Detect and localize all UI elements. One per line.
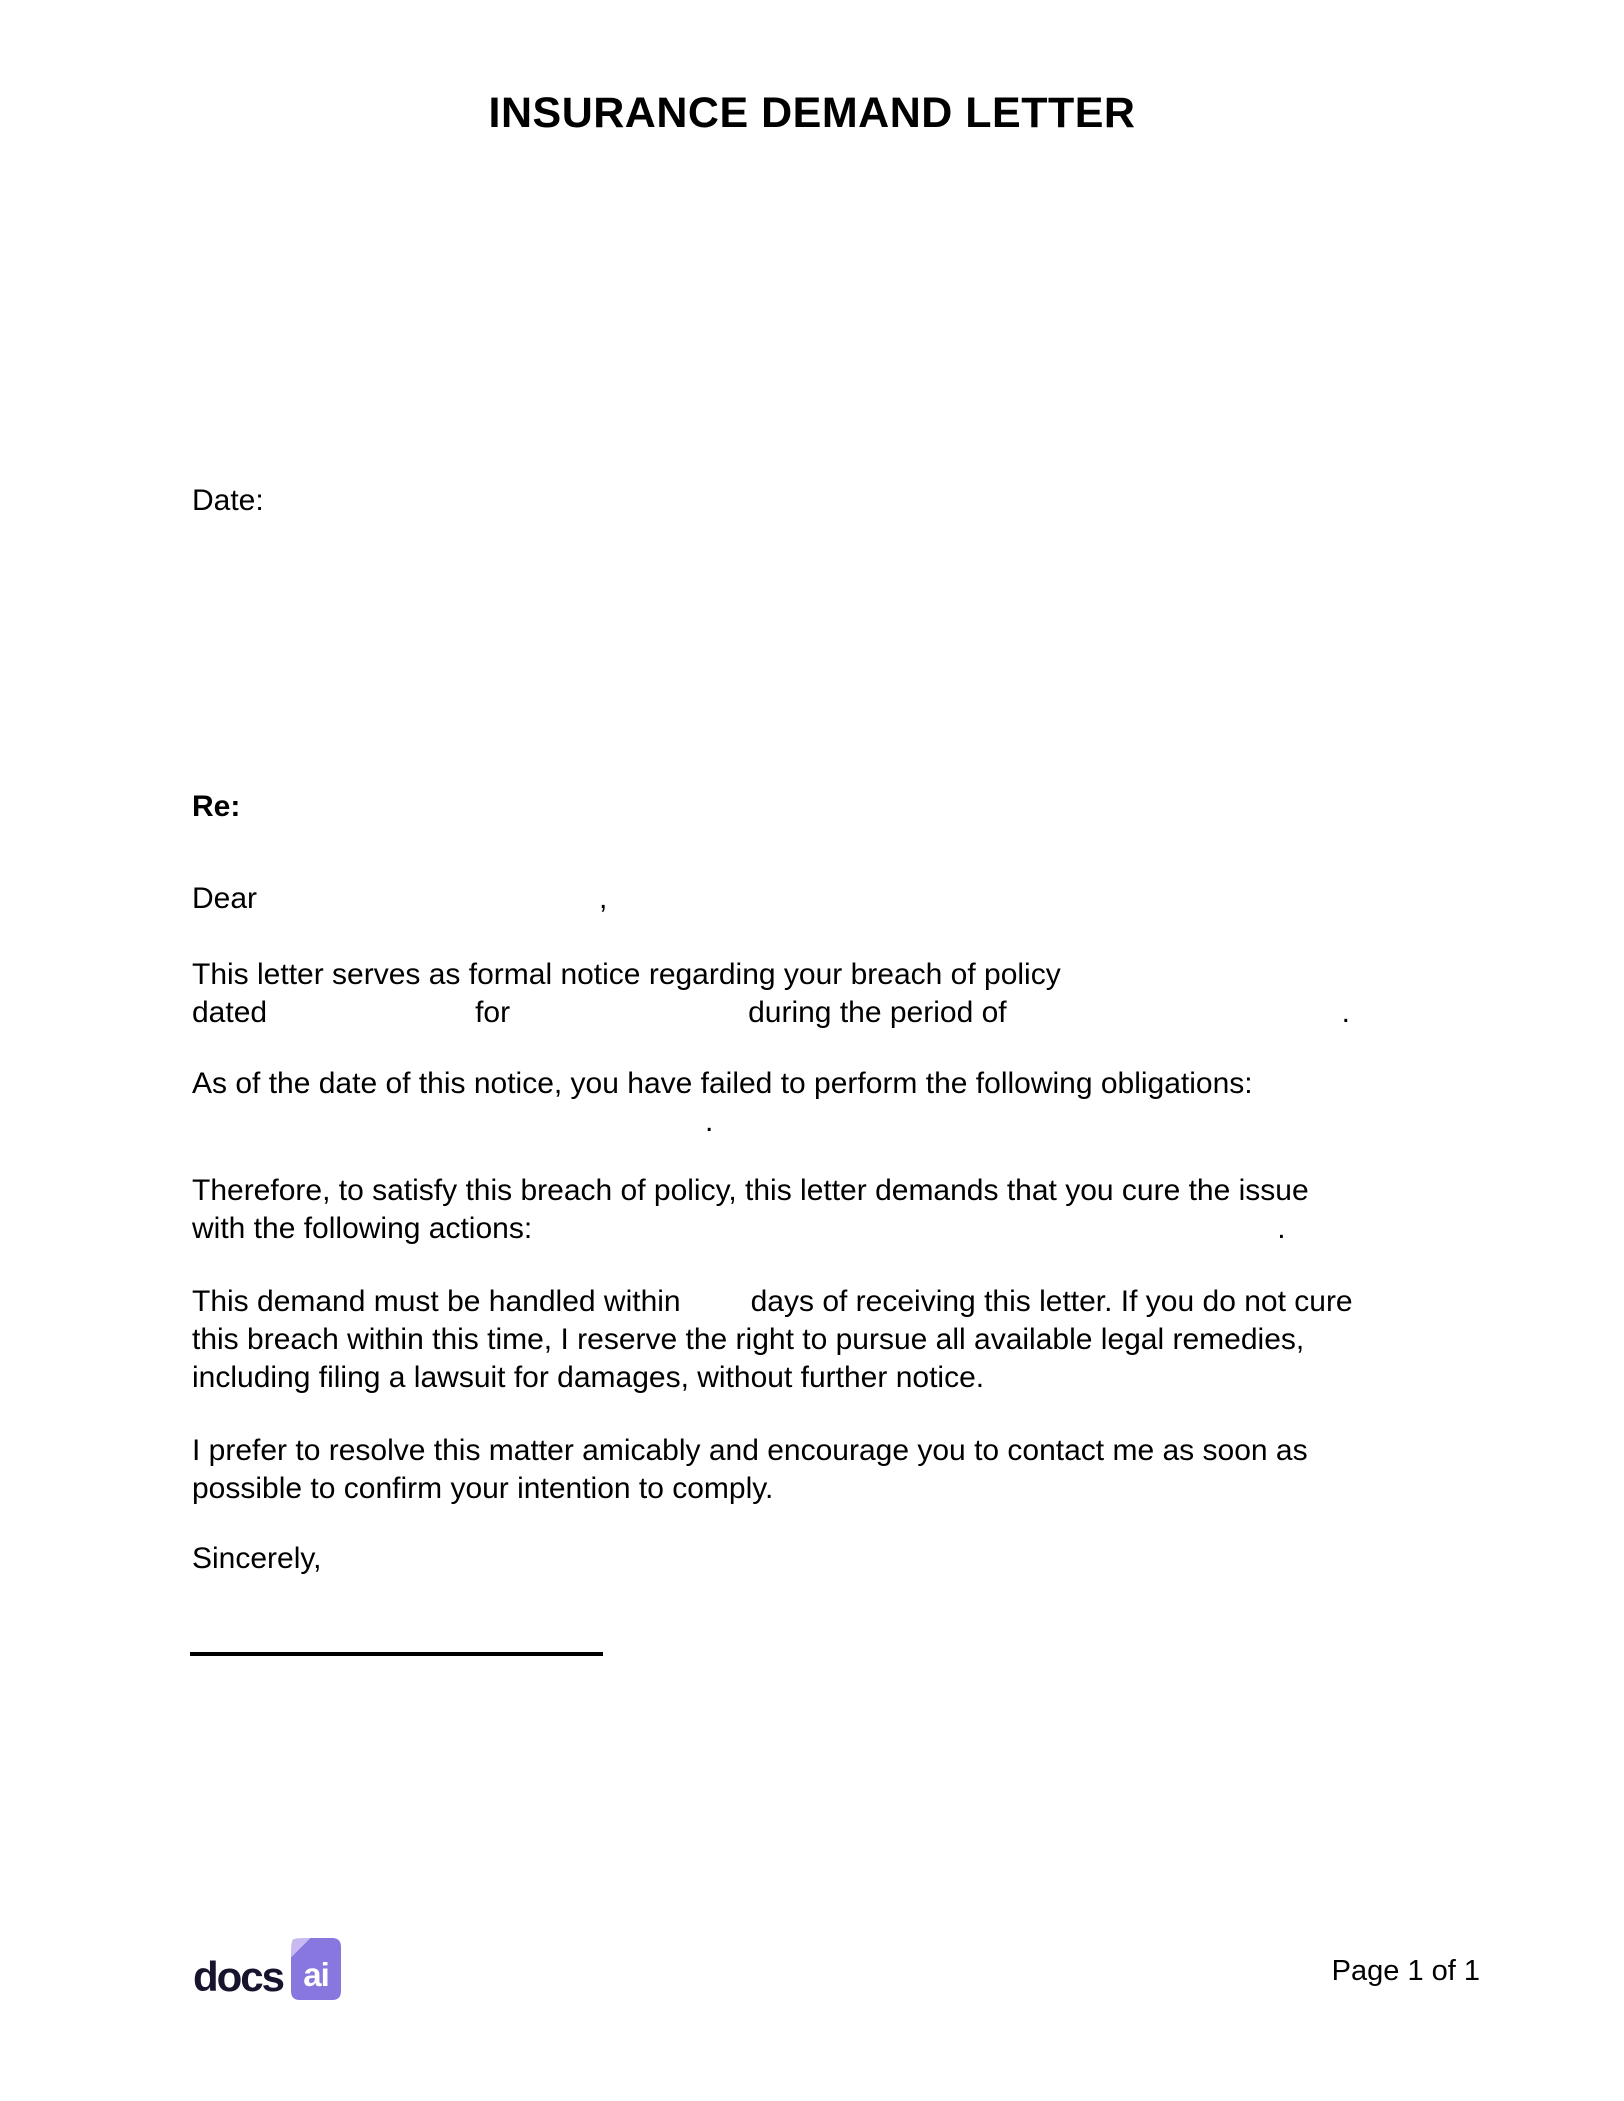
paragraph-line — [192, 1432, 1308, 1470]
obligations-text: As of the date of this notice, you have failed to perform the following obligations: — [192, 1067, 1253, 1100]
date-label: Date: — [192, 484, 264, 517]
blank-recipient-name — [257, 907, 599, 908]
blank-cure-actions — [532, 1237, 1277, 1238]
date-line — [192, 482, 264, 520]
resolution-text-line1: I prefer to resolve this matter amicably and encourage you to contact me as soon as — [192, 1434, 1308, 1467]
sentence-period: . — [1341, 996, 1350, 1029]
salutation-line — [192, 880, 607, 918]
paragraph-breach-notice — [192, 956, 1350, 1032]
paragraph-line — [192, 1359, 1353, 1397]
closing-line — [192, 1540, 322, 1578]
deadline-text-line2: this breach within this time, I reserve the right to pursue all available legal remedies, — [192, 1323, 1305, 1356]
demand-text-line1: Therefore, to satisfy this breach of policy, this letter demands that you cure the issue — [192, 1174, 1309, 1207]
blank-policy-period — [1007, 1021, 1342, 1022]
dated-word: dated — [192, 996, 268, 1029]
blank-days-count — [681, 1310, 751, 1311]
during-phrase: during the period of — [748, 996, 1007, 1029]
for-word: for — [475, 996, 511, 1029]
breach-notice-text: This letter serves as formal notice regarding your breach of policy — [192, 958, 1061, 991]
document-fold-icon — [291, 1938, 341, 2000]
paragraph-line — [192, 1065, 1253, 1103]
blank-obligations — [192, 1130, 705, 1131]
resolution-text-line2: possible to confirm your intention to comply. — [192, 1472, 774, 1505]
signature-line — [190, 1652, 603, 1656]
logo-ai-text: ai — [303, 1956, 329, 1993]
paragraph-amicable-resolution — [192, 1432, 1308, 1508]
page-indicator: Page 1 of 1 — [1331, 1955, 1480, 1987]
paragraph-demanded-actions — [192, 1172, 1309, 1248]
blank-policy-description — [510, 1021, 748, 1022]
docs-ai-logo — [193, 1938, 341, 2000]
paragraph-failed-obligations — [192, 1065, 1253, 1141]
page-title: INSURANCE DEMAND LETTER — [488, 89, 1136, 137]
paragraph-line — [192, 1172, 1309, 1210]
paragraph-line — [192, 1321, 1353, 1359]
re-line — [192, 788, 240, 826]
salutation-prefix: Dear — [192, 882, 258, 915]
sentence-period: . — [705, 1105, 714, 1138]
paragraph-line — [192, 1283, 1353, 1321]
paragraph-line — [192, 1470, 1308, 1508]
paragraph-line — [192, 1210, 1309, 1248]
paragraph-line — [192, 956, 1350, 994]
deadline-text-line3: including filing a lawsuit for damages, without further notice. — [192, 1361, 985, 1394]
closing-text: Sincerely, — [192, 1542, 322, 1575]
deadline-text-part1: This demand must be handled within — [192, 1285, 681, 1318]
logo-docs-text: docs — [193, 1953, 284, 2000]
paragraph-line — [192, 994, 1350, 1032]
re-label: Re: — [192, 790, 241, 823]
deadline-text-part2: days of receiving this letter. If you do not cure — [750, 1285, 1353, 1318]
salutation-comma: , — [599, 882, 608, 915]
sentence-period: . — [1277, 1212, 1286, 1245]
paragraph-deadline — [192, 1283, 1353, 1397]
demand-text-line2: with the following actions: — [192, 1212, 533, 1245]
paragraph-line — [192, 1103, 1253, 1141]
blank-policy-date — [267, 1021, 475, 1022]
